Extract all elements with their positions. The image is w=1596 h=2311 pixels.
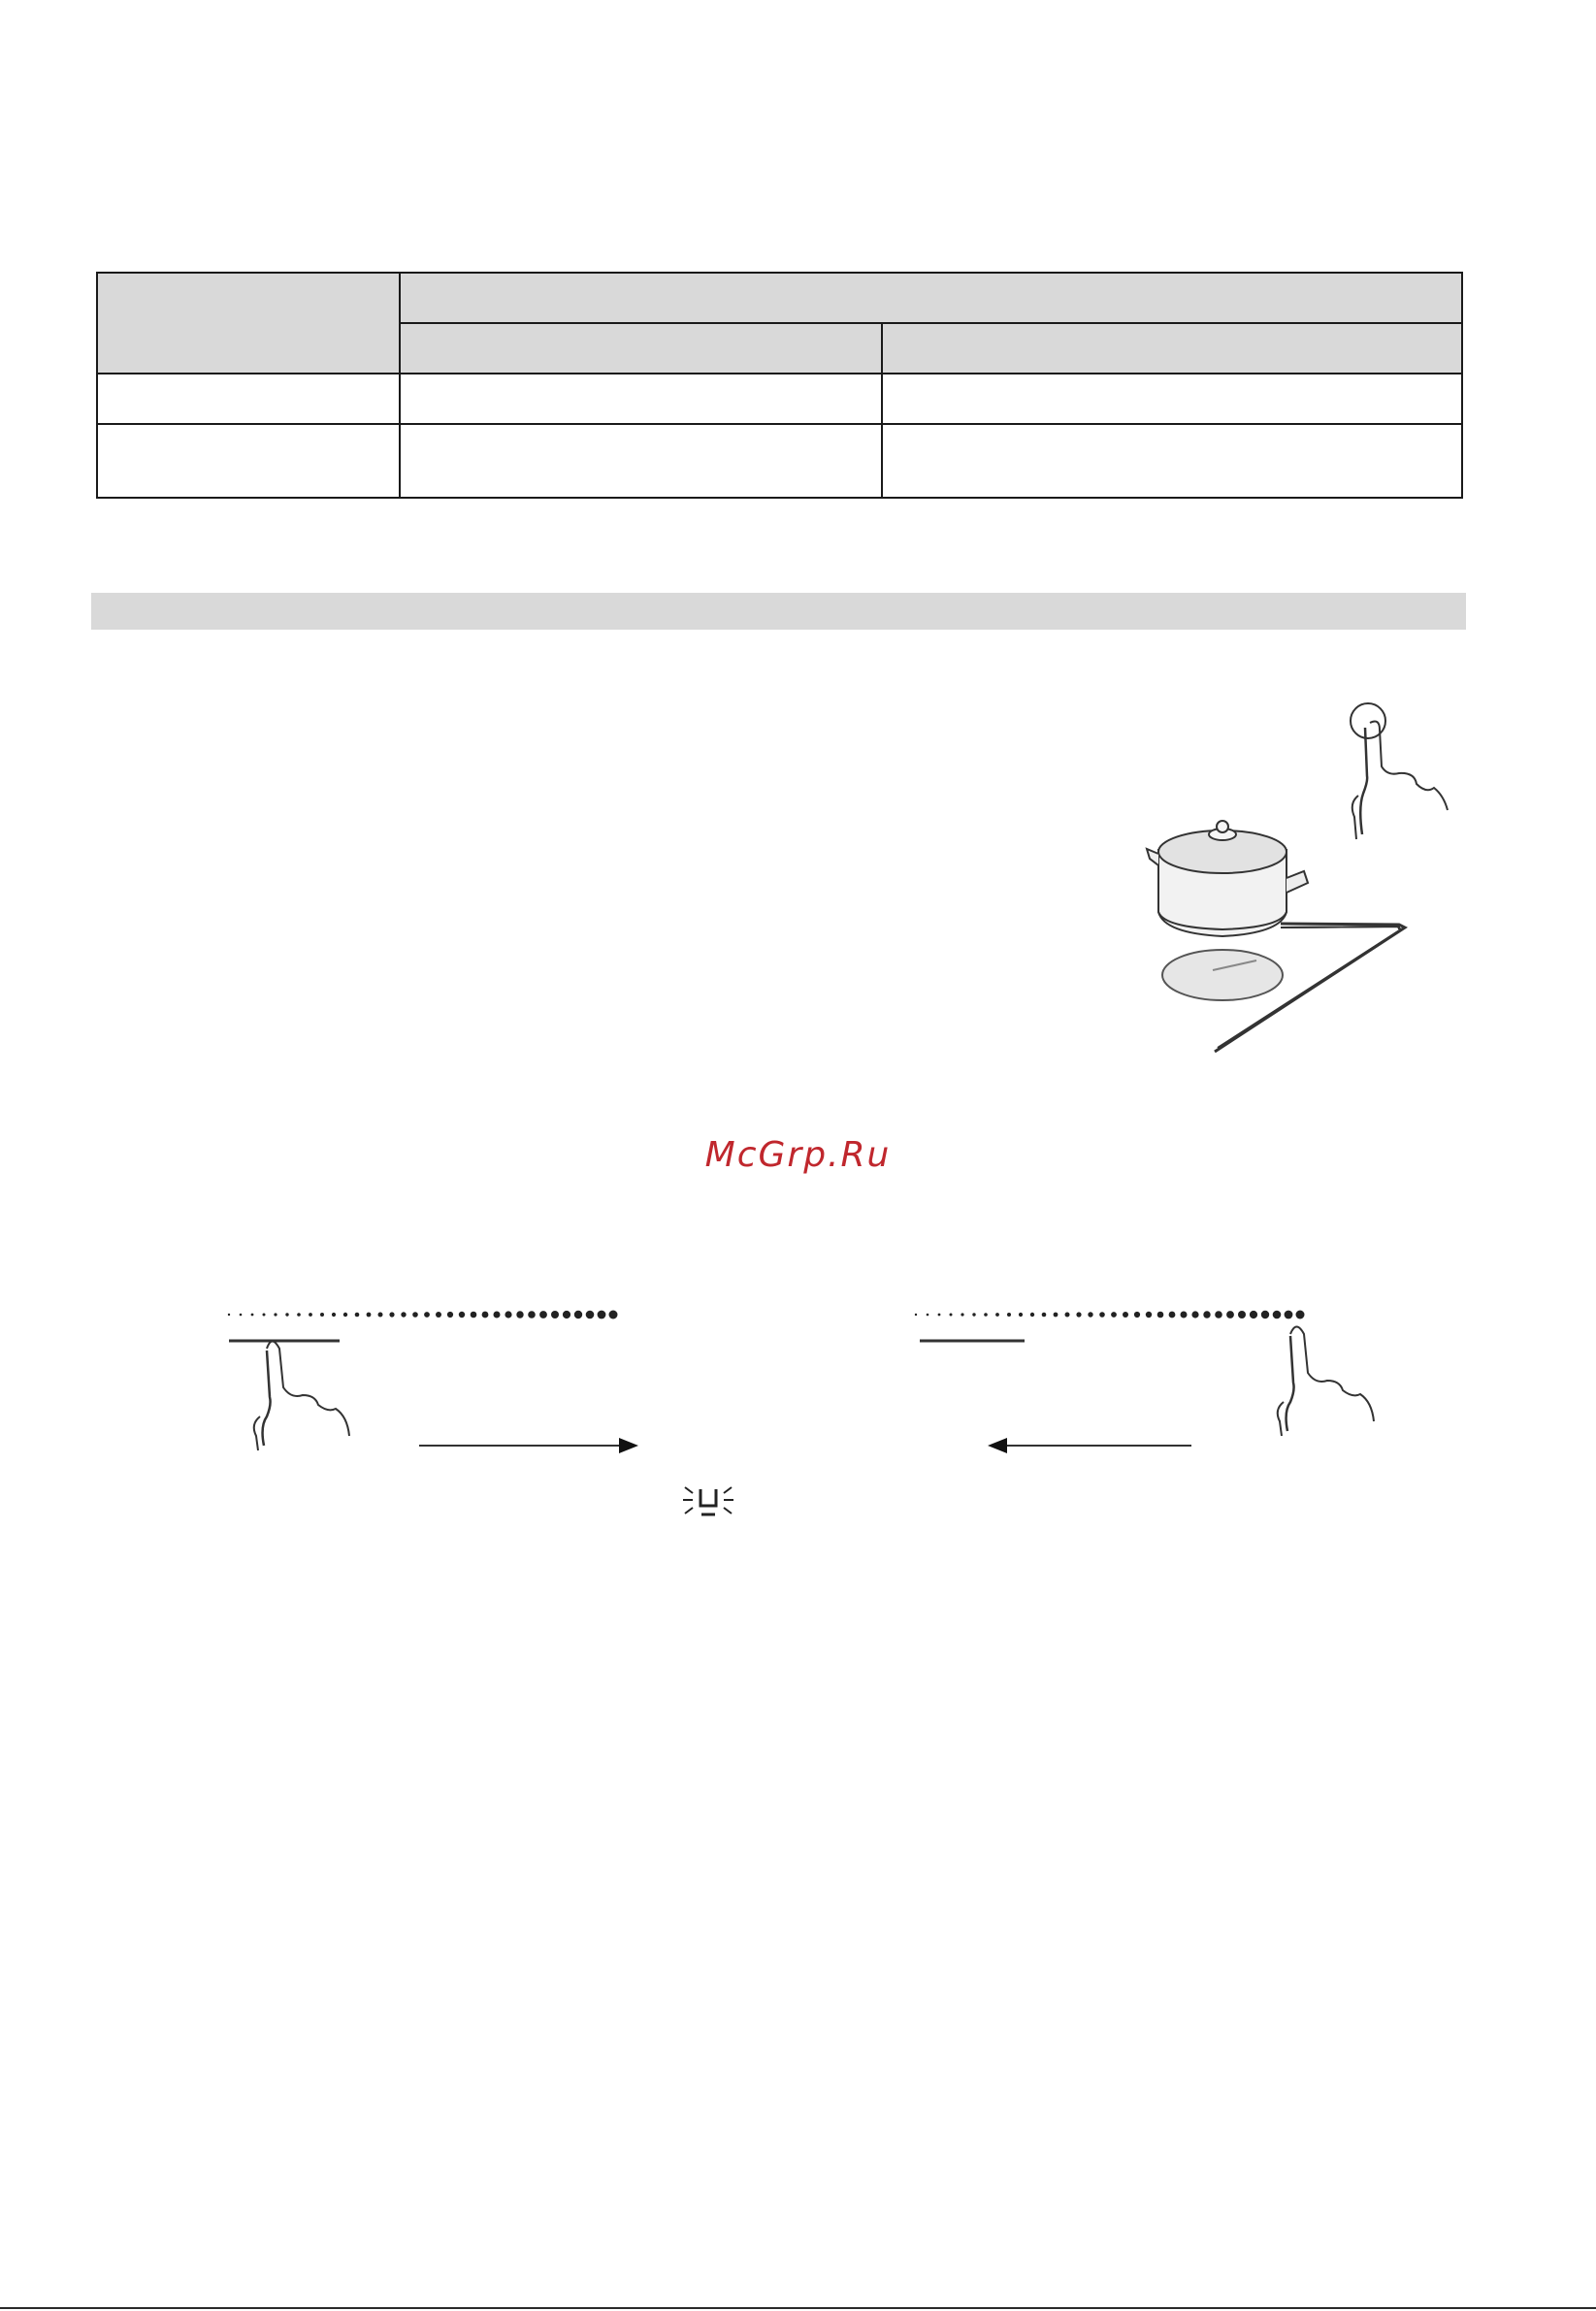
watermark-text: McGrp.Ru: [704, 1135, 892, 1175]
table-cell: [97, 374, 400, 424]
finger-on-slider-left-icon: [254, 1342, 349, 1451]
table-header-group: [400, 273, 1462, 323]
page-bottom-rule: [0, 2307, 1596, 2309]
table-cell: [882, 424, 1462, 498]
left-slider-dots: [228, 1311, 618, 1319]
blinking-u-display-icon: [683, 1487, 733, 1514]
table-header-corner: [97, 273, 400, 374]
table-subheader-2: [882, 323, 1462, 374]
table-cell: [400, 424, 882, 498]
right-slider-dots: [915, 1311, 1305, 1319]
finger-on-slider-right-icon: [1278, 1327, 1374, 1437]
table-row: [97, 374, 1462, 424]
table-cell: [882, 374, 1462, 424]
cooking-pot-on-hob-icon: [1125, 679, 1514, 1067]
table-subheader-1: [400, 323, 882, 374]
spec-table: [96, 272, 1463, 499]
section-heading-band: [91, 593, 1466, 630]
slider-operation-illustration: [213, 1290, 1417, 1543]
table-row: [97, 424, 1462, 498]
table-cell: [97, 424, 400, 498]
table-cell: [400, 374, 882, 424]
